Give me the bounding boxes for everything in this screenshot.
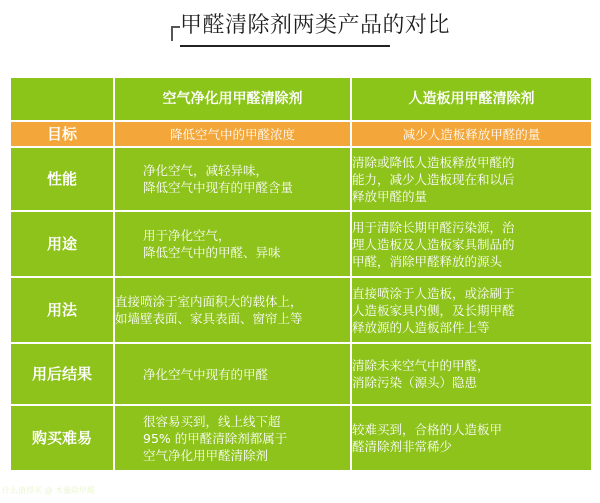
- row-label: 目标: [10, 121, 114, 147]
- title-underline: [180, 45, 390, 47]
- page-title: 甲醛清除剂两类产品的对比: [180, 13, 451, 38]
- cell-air: 直接喷涂于室内面积大的载体上， 如墙壁表面、家具表面、窗帘上等: [114, 277, 351, 343]
- row-label: 用途: [10, 211, 114, 277]
- table-header-row: [10, 77, 592, 121]
- header-wood-board: 人造板用甲醛清除剂: [351, 77, 592, 121]
- cell-board: 用于清除长期甲醛污染源，治 理人造板及人造板家具制品的 甲醛，消除甲醛释放的源头: [351, 211, 592, 277]
- table-row-result: [10, 343, 592, 405]
- row-label: 用法: [10, 277, 114, 343]
- cell-air: 净化空气中现有的甲醛: [114, 343, 351, 405]
- title-bracket-decoration: [171, 26, 180, 41]
- cell-air: 净化空气，减轻异味， 降低空气中现有的甲醛含量: [114, 147, 351, 211]
- cell-board: 清除未来空气中的甲醛， 消除污染（源头）隐患: [351, 343, 592, 405]
- cell-air: 很容易买到，线上线下超 95% 的甲醛清除剂都属于 空气净化用甲醛清除剂: [114, 405, 351, 471]
- row-label: 用后结果: [10, 343, 114, 405]
- table-row-usage: [10, 211, 592, 277]
- cell-air: 用于净化空气， 降低空气中的甲醛、异味: [114, 211, 351, 277]
- header-air-purification: 空气净化用甲醛清除剂: [114, 77, 351, 121]
- comparison-table: [9, 76, 593, 472]
- watermark: 什么值得买 @ 木量除甲醛: [2, 486, 96, 495]
- cell-air: 降低空气中的甲醛浓度: [114, 121, 351, 147]
- cell-board: 直接喷涂于人造板，或涂刷于 人造板家具内侧，及长期甲醛 释放源的人造板部件上等: [351, 277, 592, 343]
- cell-board: 减少人造板释放甲醛的量: [351, 121, 592, 147]
- row-label: 购买难易: [10, 405, 114, 471]
- table-row-goal: [10, 121, 592, 147]
- title-area: [0, 0, 600, 62]
- row-label: 性能: [10, 147, 114, 211]
- cell-board: 清除或降低人造板释放甲醛的 能力，减少人造板现在和以后 释放甲醛的量: [351, 147, 592, 211]
- cell-board: 较难买到，合格的人造板甲 醛清除剂非常稀少: [351, 405, 592, 471]
- header-corner-cell: [10, 77, 114, 121]
- table-row-method: [10, 277, 592, 343]
- table-row-purchase: [10, 405, 592, 471]
- table-row-performance: [10, 147, 592, 211]
